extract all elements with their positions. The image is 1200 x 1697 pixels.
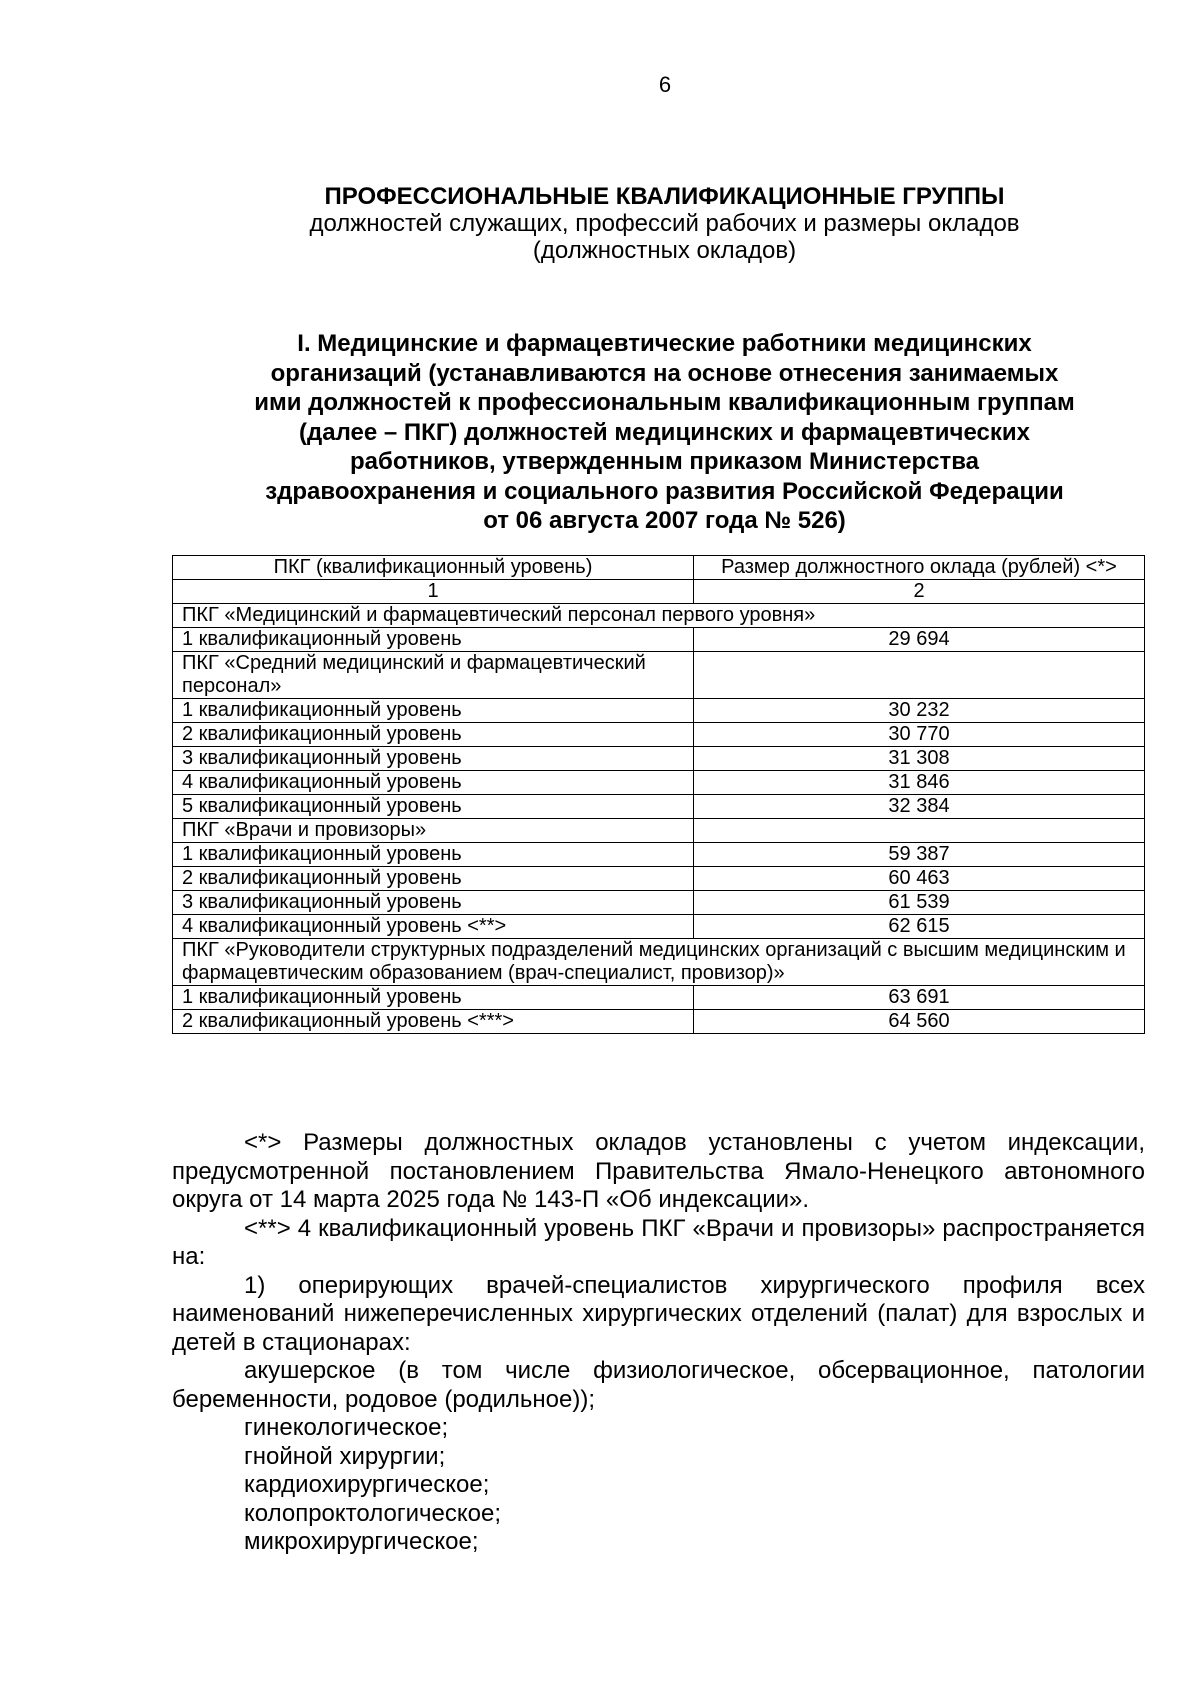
header-salary-size: Размер должностного оклада (рублей) <*> <box>694 556 1145 580</box>
department-item: микрохирургическое; <box>244 1528 479 1555</box>
table-row <box>173 699 1145 723</box>
header-pkg-level: ПКГ (квалификационный уровень) <box>173 556 694 580</box>
level-label: 2 квалификационный уровень <box>173 723 694 747</box>
page-number: 6 <box>658 72 672 97</box>
salary-value: 61 539 <box>694 891 1145 915</box>
title-main: ПРОФЕССИОНАЛЬНЫЕ КВАЛИФИКАЦИОННЫЕ ГРУППЫ <box>324 183 1005 210</box>
table-row <box>173 628 1145 652</box>
title-subtitle-line-1: должностей служащих, профессий рабочих и размеры окладов <box>309 210 1020 237</box>
table-row <box>173 771 1145 795</box>
table-group-row <box>173 939 1145 986</box>
footnote-2-item-1: 1) оперирующих врачей-специалистов хирургического профиля всех наименований нижеперечисленных хирургических отделений (палат) для взрослых и детей в стационарах: <box>172 1271 1145 1356</box>
level-label: 1 квалификационный уровень <box>173 628 694 652</box>
table-row <box>173 867 1145 891</box>
footnotes <box>172 1129 1145 1557</box>
title-subtitle-line-2: (должностных окладов) <box>532 237 797 264</box>
section-heading <box>172 329 1157 536</box>
table-row <box>173 795 1145 819</box>
salary-value: 31 846 <box>694 771 1145 795</box>
table-column-numbers-row <box>173 580 1145 604</box>
level-label: 1 квалификационный уровень <box>173 986 694 1010</box>
table-group-row <box>173 604 1145 628</box>
level-label: 3 квалификационный уровень <box>173 747 694 771</box>
level-label: 3 квалификационный уровень <box>173 891 694 915</box>
table-group-row <box>173 819 1145 843</box>
department-item: акушерское (в том числе физиологическое, обсервационное, патологии беременности, родовое (родильное)); <box>172 1357 1145 1413</box>
salary-value: 62 615 <box>694 915 1145 939</box>
table-header-row <box>173 556 1145 580</box>
group-label: ПКГ «Врачи и провизоры» <box>173 819 694 843</box>
footnote-1: <*> Размеры должностных окладов установлены с учетом индексации, предусмотренной постановлением Правительства Ямало-Ненецкого автономного округа от 14 марта 2025 года № 143-П «Об индексации». <box>172 1129 1145 1213</box>
department-item: колопроктологическое; <box>244 1499 501 1527</box>
section-heading-line: от 06 августа 2007 года № 526) <box>483 507 846 534</box>
footnote-2: <**> 4 квалификационный уровень ПКГ «Врачи и провизоры» распространяется на: <box>172 1214 1145 1270</box>
table-row <box>173 843 1145 867</box>
group-label: ПКГ «Средний медицинский и фармацевтический персонал» <box>173 652 694 699</box>
section-heading-line: здравоохранения и социального развития Российской Федерации <box>265 477 1064 505</box>
column-number: 2 <box>694 580 1145 604</box>
salary-value: 64 560 <box>694 1010 1145 1034</box>
level-label: 1 квалификационный уровень <box>173 699 694 723</box>
group-label: ПКГ «Руководители структурных подразделений медицинских организаций с высшим медицинским и фармацевтическим образованием (врач-специалист, провизор)» <box>173 939 1145 986</box>
table-row <box>173 1010 1145 1034</box>
salary-value: 31 308 <box>694 747 1145 771</box>
level-label: 2 квалификационный уровень <box>173 867 694 891</box>
section-heading-line: ими должностей к профессиональным квалификационным группам <box>254 389 1075 416</box>
department-item: гнойной хирургии; <box>244 1442 446 1470</box>
section-heading-line: организаций (устанавливаются на основе отнесения занимаемых <box>270 359 1059 387</box>
salary-value: 30 232 <box>694 699 1145 723</box>
salary-value: 32 384 <box>694 795 1145 819</box>
department-item: гинекологическое; <box>244 1414 449 1441</box>
salary-value: 60 463 <box>694 867 1145 891</box>
department-item: кардиохирургическое; <box>244 1471 490 1498</box>
salary-value <box>694 652 1145 699</box>
salary-value: 29 694 <box>694 628 1145 652</box>
salary-table <box>172 555 1145 1034</box>
salary-value: 59 387 <box>694 843 1145 867</box>
table-row <box>173 723 1145 747</box>
salary-value <box>694 819 1145 843</box>
table-row <box>173 747 1145 771</box>
section-heading-line: работников, утвержденным приказом Министерства <box>349 448 980 475</box>
section-heading-line: (далее – ПКГ) должностей медицинских и фармацевтических <box>299 418 1030 446</box>
table-row <box>173 915 1145 939</box>
table-group-row <box>173 652 1145 699</box>
section-heading-line: I. Медицинские и фармацевтические работники медицинских <box>297 330 1032 357</box>
level-label: 5 квалификационный уровень <box>173 795 694 819</box>
table-row <box>173 986 1145 1010</box>
level-label: 2 квалификационный уровень <***> <box>173 1010 694 1034</box>
level-label: 4 квалификационный уровень <**> <box>173 915 694 939</box>
level-label: 1 квалификационный уровень <box>173 843 694 867</box>
document-title <box>172 183 1157 264</box>
level-label: 4 квалификационный уровень <box>173 771 694 795</box>
group-label: ПКГ «Медицинский и фармацевтический персонал первого уровня» <box>173 604 1145 628</box>
table-row <box>173 891 1145 915</box>
column-number: 1 <box>173 580 694 604</box>
salary-value: 63 691 <box>694 986 1145 1010</box>
salary-value: 30 770 <box>694 723 1145 747</box>
